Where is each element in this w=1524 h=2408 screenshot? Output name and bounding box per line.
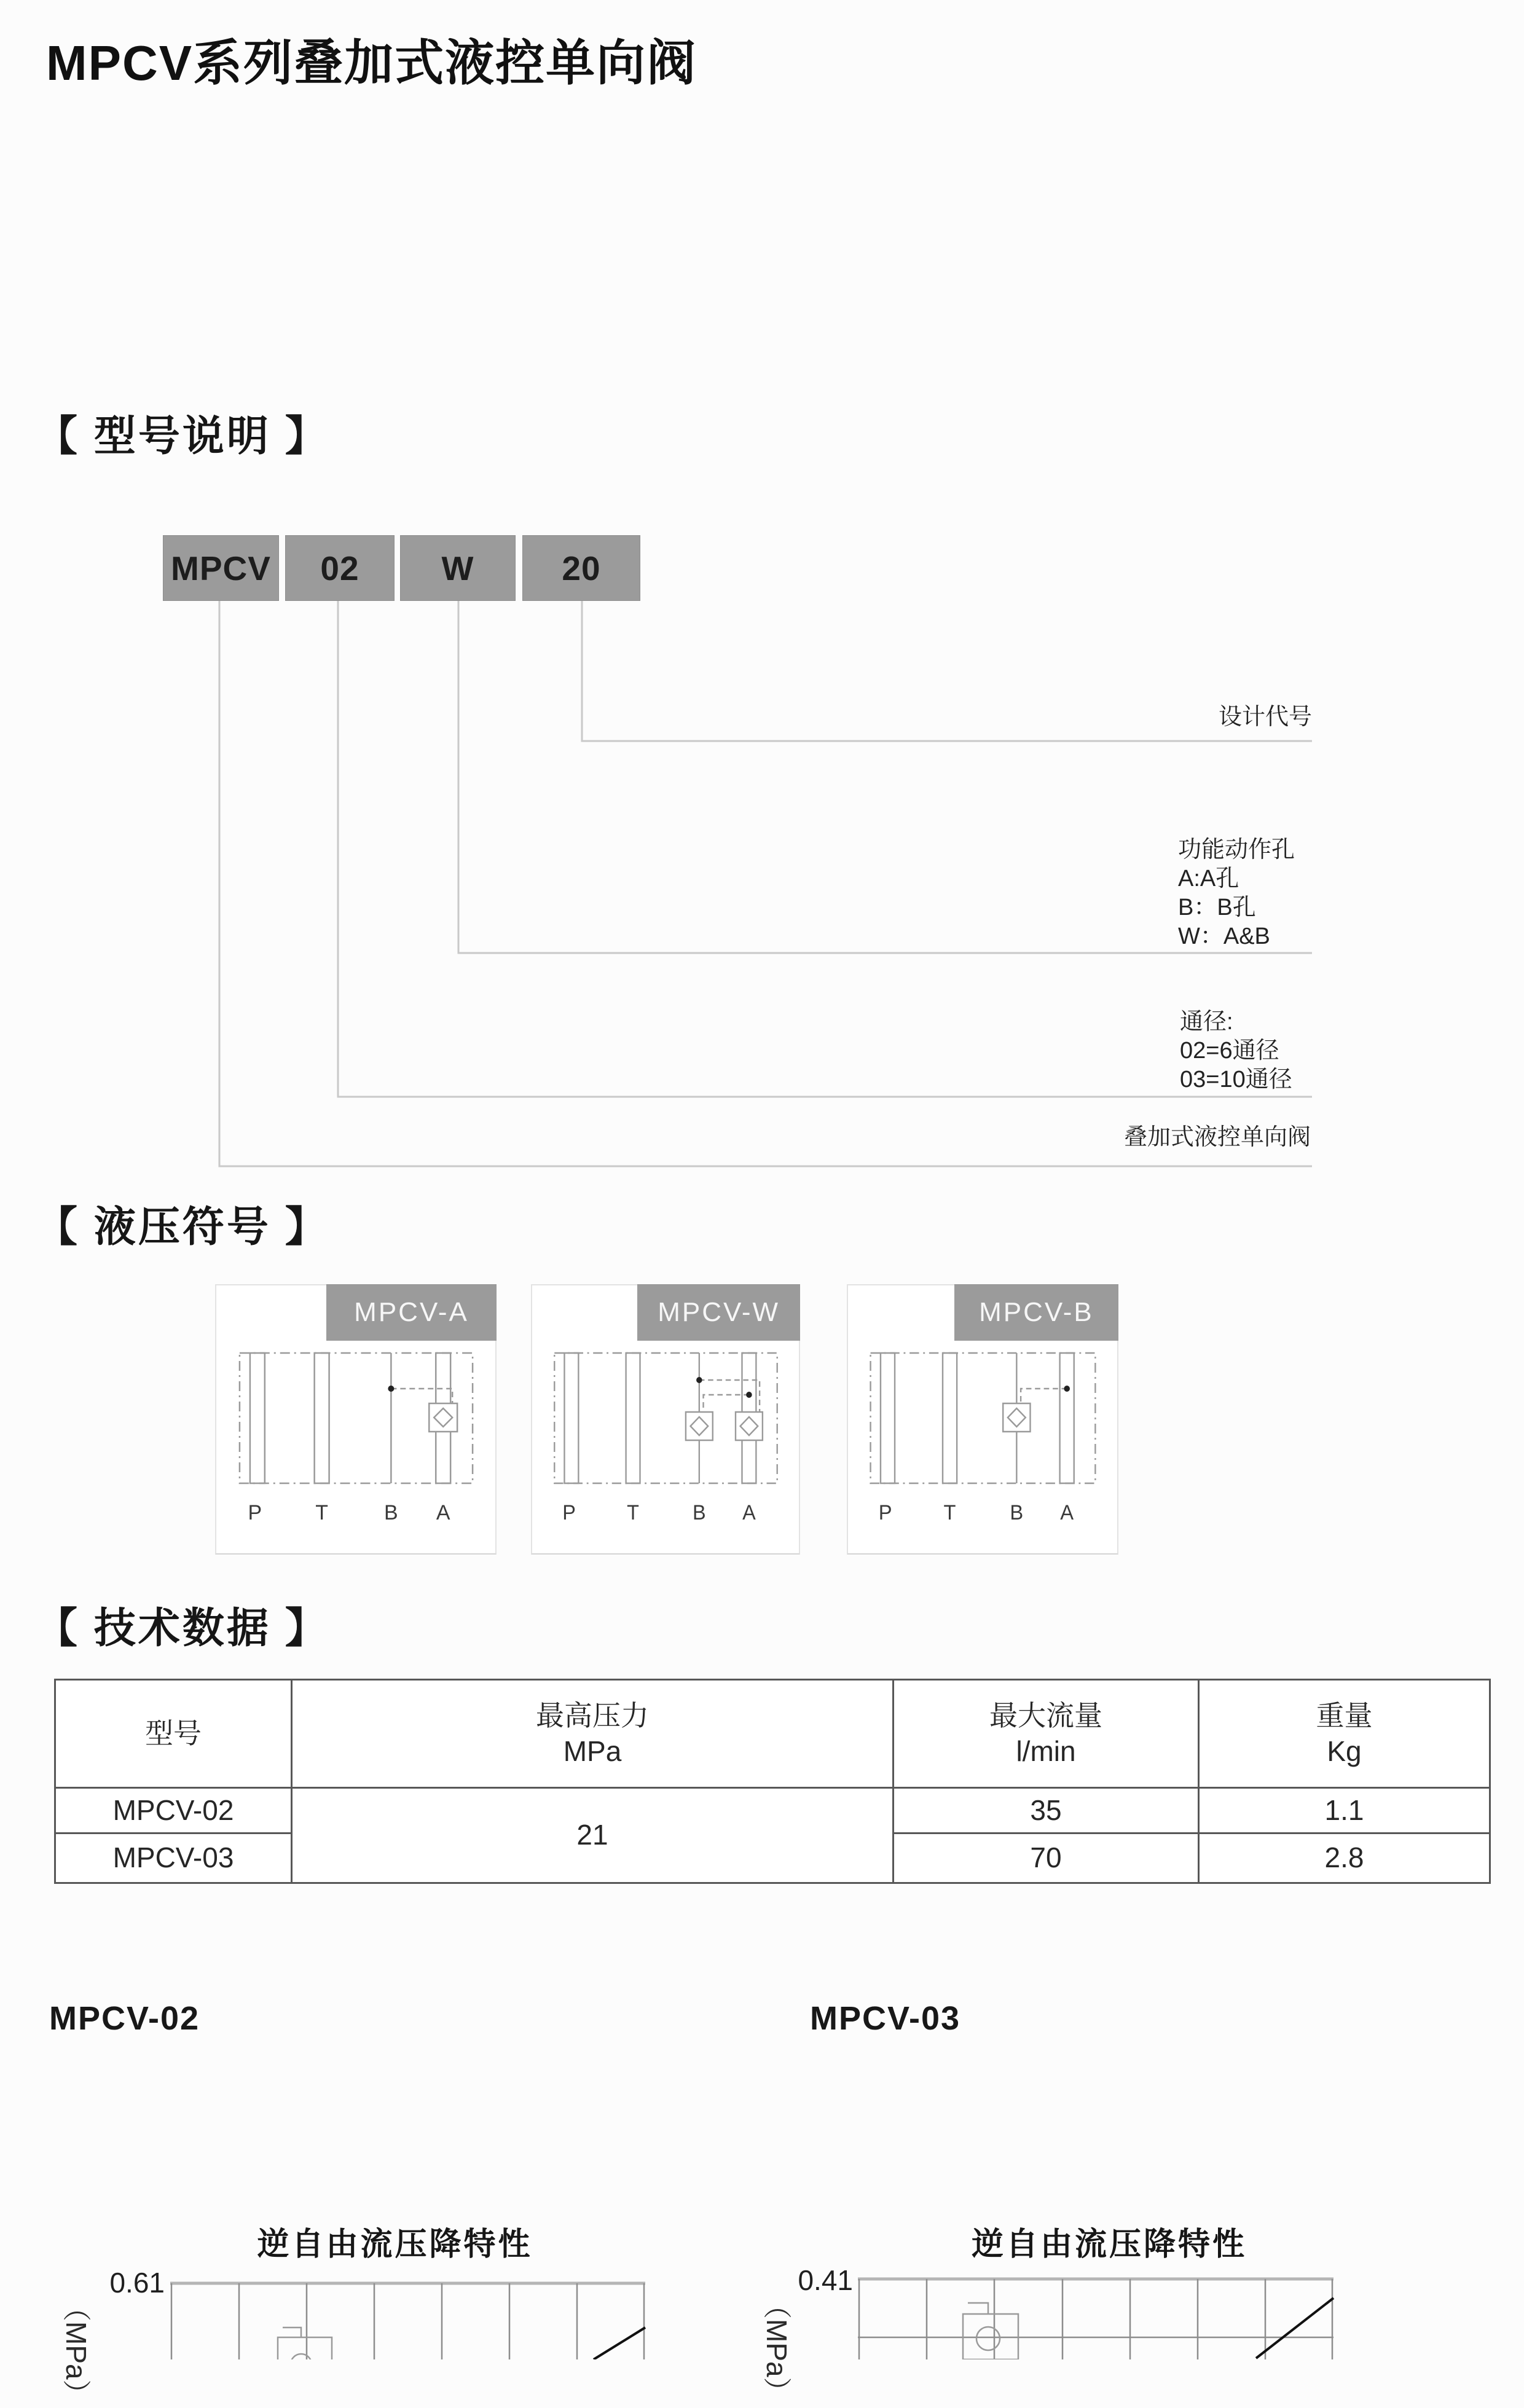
col-header-weight (1200, 1681, 1491, 1789)
header-unit: Kg (1327, 1735, 1362, 1767)
annotation-line: 设计代号 (1218, 704, 1312, 730)
cell-flow-mpcv03 (894, 1834, 1200, 1884)
port-label-t: T (627, 1501, 639, 1525)
symbol-card-title: MPCV-W (637, 1284, 800, 1341)
port-label-a: A (742, 1501, 756, 1525)
port-p-line (564, 1353, 578, 1483)
pilot-junction-dot (696, 1377, 702, 1383)
symbol-card-mpcv-a (215, 1284, 497, 1555)
table-row-model-mpcv03 (56, 1834, 293, 1884)
port-label-b: B (693, 1501, 706, 1525)
section-header-model: 【 型号说明 】 (36, 413, 329, 460)
col-header-max-pressure (293, 1681, 894, 1789)
y-axis-unit-label-mpcv02: （MPa） (60, 2293, 92, 2408)
cell-text: MPCV-03 (112, 1841, 234, 1874)
col-header-max-flow (894, 1681, 1200, 1789)
chart-model-label-mpcv02: MPCV-02 (49, 2000, 200, 2037)
cell-text: 70 (1030, 1841, 1062, 1874)
port-label-b: B (1010, 1501, 1024, 1525)
cell-text: 21 (576, 1819, 608, 1851)
cell-text: MPCV-02 (112, 1794, 234, 1826)
y-axis-top-tick-mpcv02: 0.61 (109, 2267, 165, 2299)
header-text: 型号 (145, 1717, 202, 1749)
model-code-box-series: MPCV (163, 535, 279, 601)
annotation-line: 功能动作孔 (1178, 837, 1295, 863)
annotation-line: 通径: (1180, 1009, 1233, 1035)
cell-weight-mpcv02 (1200, 1789, 1491, 1834)
port-label-a: A (1060, 1501, 1074, 1525)
chart-title-mpcv03: 逆自由流压降特性 (971, 2227, 1247, 2262)
port-p-line (250, 1353, 265, 1483)
hydraulic-symbol-diagram-w (532, 1344, 799, 1556)
hydraulic-symbol-diagram-a (216, 1344, 495, 1556)
model-code-box-size: 02 (285, 535, 395, 601)
port-p-line (881, 1353, 895, 1483)
header-text: 最大流量 (989, 1700, 1102, 1731)
port-label-t: T (943, 1501, 956, 1525)
table-row-model-mpcv02 (56, 1789, 293, 1834)
annotation-line: 03=10通径 (1180, 1067, 1292, 1092)
pressure-drop-curve-mpcv03 (1251, 2292, 1337, 2359)
symbol-card-mpcv-w (531, 1284, 800, 1555)
port-label-p: P (878, 1501, 892, 1525)
chart-model-label-mpcv03: MPCV-03 (810, 2000, 961, 2037)
y-axis-unit-label-mpcv03: （MPa） (761, 2291, 793, 2406)
annotation-line: A:A孔 (1178, 866, 1239, 892)
chart-title-mpcv02: 逆自由流压降特性 (257, 2227, 533, 2262)
chart-grid-mpcv02 (170, 2281, 645, 2359)
port-label-a: A (436, 1500, 450, 1525)
col-header-model (56, 1681, 293, 1789)
annotation-line: 02=6通径 (1180, 1038, 1279, 1064)
port-t-line (626, 1353, 640, 1483)
subplate-boundary (871, 1353, 1096, 1483)
valve-sketch-icon-mpcv03 (959, 2298, 1026, 2359)
hydraulic-symbol-diagram-b (848, 1344, 1117, 1556)
pilot-junction-dot (1064, 1386, 1070, 1392)
tech-data-table (54, 1679, 1491, 1884)
port-t-line (943, 1353, 957, 1483)
cell-weight-mpcv03 (1200, 1834, 1491, 1884)
pilot-junction-dot (746, 1392, 752, 1398)
annotation-valve-type (1124, 1123, 1311, 1152)
connector-size (338, 601, 1312, 1097)
port-label-p: P (248, 1500, 262, 1525)
model-code-box-function: W (400, 535, 516, 601)
cell-flow-mpcv02 (894, 1789, 1200, 1834)
symbol-card-title: MPCV-B (954, 1284, 1118, 1341)
port-label-p: P (562, 1501, 576, 1525)
annotation-line: B：B孔 (1178, 895, 1256, 920)
annotation-function-ports (1178, 836, 1295, 951)
port-label-t: T (315, 1500, 328, 1525)
valve-sketch-icon-mpcv02 (273, 2324, 341, 2359)
port-label-b: B (384, 1500, 398, 1525)
port-t-line (315, 1353, 329, 1483)
model-code-connector-lines (0, 601, 1524, 1179)
connector-series (219, 601, 1312, 1166)
section-header-symbols: 【 液压符号 】 (36, 1204, 329, 1250)
pressure-drop-curve-mpcv02 (590, 2323, 648, 2359)
cell-text: 1.1 (1324, 1794, 1364, 1826)
model-code-box-design: 20 (522, 535, 640, 601)
y-axis-top-tick-mpcv03: 0.41 (798, 2264, 853, 2296)
symbol-card-mpcv-b (847, 1284, 1118, 1555)
port-a-line (1060, 1353, 1074, 1483)
annotation-line: 叠加式液控单向阀 (1123, 1124, 1311, 1150)
symbol-card-title: MPCV-A (326, 1284, 497, 1341)
page-title: MPCV系列叠加式液控单向阀 (46, 36, 697, 90)
annotation-design-code (1219, 703, 1312, 732)
header-unit: MPa (563, 1735, 622, 1767)
cell-text: 2.8 (1324, 1841, 1364, 1874)
pilot-junction-dot (388, 1386, 394, 1392)
cell-text: 35 (1030, 1794, 1062, 1826)
pilot-line (391, 1389, 452, 1403)
header-text: 最高压力 (536, 1700, 649, 1731)
annotation-line: W：A&B (1178, 924, 1270, 949)
header-unit: l/min (1016, 1735, 1076, 1767)
annotation-nominal-size (1180, 1008, 1292, 1094)
cell-pressure-merged (293, 1789, 894, 1884)
header-text: 重量 (1316, 1700, 1373, 1731)
connector-design-code (582, 601, 1312, 741)
section-header-tech-data: 【 技术数据 】 (36, 1605, 329, 1652)
